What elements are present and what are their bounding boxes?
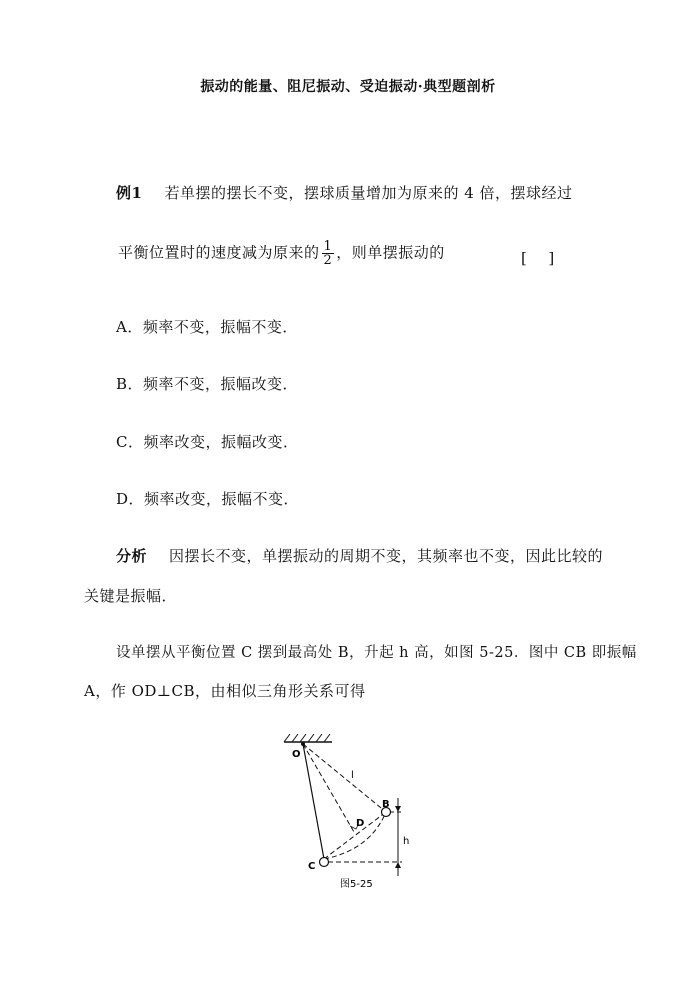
example-line-2 xyxy=(118,240,445,267)
option-b: B．频率不变，振幅改变． xyxy=(116,375,299,393)
label-o: O xyxy=(292,749,301,760)
analysis-text-1: 因摆长不变，单摆振动的周期不变，其频率也不变，因此比较的 xyxy=(169,547,604,565)
answer-bracket: [ ] xyxy=(521,249,555,267)
label-c: C xyxy=(308,861,316,872)
example-text-1: 若单摆的摆长不变，摆球质量增加为原来的 4 倍，摆球经过 xyxy=(164,184,573,202)
paragraph-line-1: 设单摆从平衡位置 C 摆到最高处 B，升起 h 高，如图 5-25．图中 CB 即振幅 xyxy=(116,645,637,661)
label-l: l xyxy=(351,770,354,781)
example-line-1 xyxy=(116,182,573,203)
bob-c xyxy=(320,858,329,867)
figure-caption: 图5-25 xyxy=(340,879,373,890)
example-text-2b: ，则单摆振动的 xyxy=(336,243,445,262)
label-b: B xyxy=(382,799,390,810)
fraction-numerator: 1 xyxy=(323,239,333,254)
example-label: 例1 xyxy=(116,184,143,202)
label-d: D xyxy=(356,818,365,829)
analysis-label: 分析 xyxy=(116,547,148,565)
label-h: h xyxy=(403,836,410,847)
fraction-denominator: 2 xyxy=(323,253,333,268)
option-d: D．频率改变，振幅不变． xyxy=(116,490,300,508)
option-a: A．频率不变，振幅不变． xyxy=(116,318,298,336)
option-c: C．频率改变，振幅改变． xyxy=(116,433,299,451)
string-ob xyxy=(303,744,386,812)
example-text-2a: 平衡位置时的速度减为原来的 xyxy=(118,243,320,262)
arrow-down xyxy=(395,806,401,812)
paragraph-line-2: A，作 OD⊥CB，由相似三角形关系可得 xyxy=(84,682,366,700)
chord-cb xyxy=(324,812,386,859)
page-title: 振动的能量、阻尼振动、受迫振动·典型题剖析 xyxy=(200,79,496,95)
arrow-up xyxy=(395,862,401,868)
analysis-line-1 xyxy=(116,545,603,566)
analysis-line-2: 关键是振幅． xyxy=(84,587,178,605)
ceiling-hatch xyxy=(284,734,330,742)
pendulum-figure xyxy=(270,730,430,895)
fraction-one-half xyxy=(322,240,335,267)
